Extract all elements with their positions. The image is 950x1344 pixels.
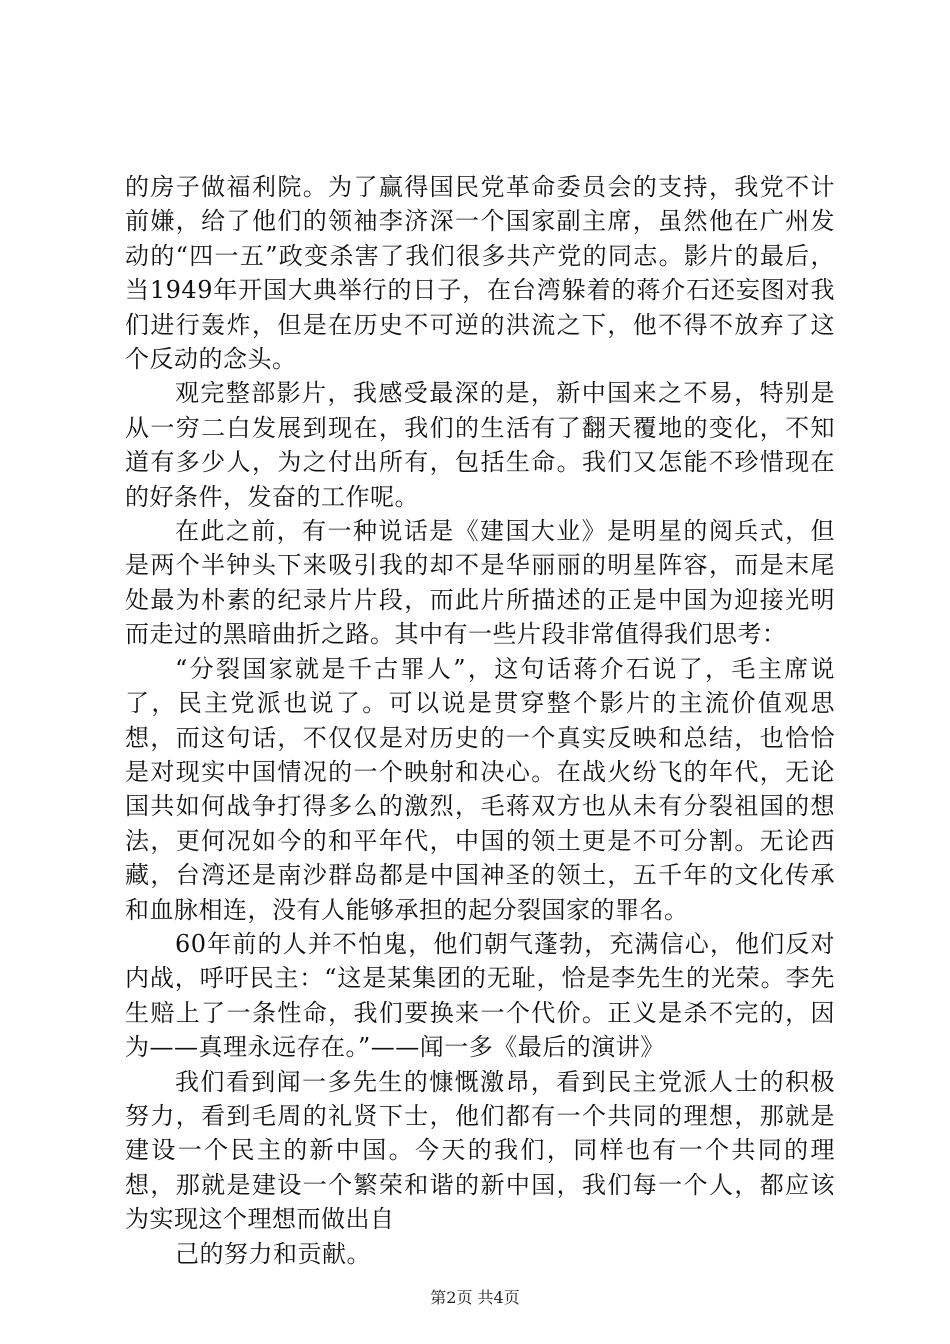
document-body (125, 170, 835, 1271)
page-footer: 第2页 共4页 (430, 1288, 520, 1307)
paragraph-4: “分裂国家就是千古罪人”，这句话蒋介石说了，毛主席说了，民主党派也说了。可以说是贯穿整个影片的主流价值观思想，而这句话，不仅仅是对历史的一个真实反映和总结，也恰恰是对现实中国情况的一个映射和决心。在战火纷飞的年代，无论国共如何战争打得多么的激烈，毛蒋双方也从未有分裂祖国的想法，更何况如今的和平年代，中国的领土更是不可分割。无论西藏，台湾还是南沙群岛都是中国神圣的领土，五千年的文化传承和血脉相连，没有人能够承担的起分裂国家的罪名。 (125, 654, 835, 924)
paragraph-6: 我们看到闻一多先生的慷慨激昂，看到民主党派人士的积极努力，看到毛周的礼贤下士，他们都有一个共同的理想，那就是建设一个民主的新中国。今天的我们，同样也有一个共同的理想，那就是建设一个繁荣和谐的新中国，我们每一个人，都应该为实现这个理想而做出自 (125, 1067, 835, 1234)
paragraph-5: 60年前的人并不怕鬼，他们朝气蓬勃，充满信心，他们反对内战，呼吁民主：“这是某集团的无耻，恰是李先生的光荣。李先生赔上了一条性命，我们要换来一个代价。正义是杀不完的，因为——真理永远存在。”——闻一多《最后的演讲》 (125, 929, 835, 1062)
paragraph-1: 的房子做福利院。为了赢得国民党革命委员会的支持，我党不计前嫌，给了他们的领袖李济深一个国家副主席，虽然他在广州发动的“四一五”政变杀害了我们很多共产党的同志。影片的最后，当1949年开国大典举行的日子，在台湾躲着的蒋介石还妄图对我们进行轰炸，但是在历史不可逆的洪流之下，他不得不放弃了这个反动的念头。 (125, 173, 835, 374)
paragraph-3: 在此之前，有一种说话是《建国大业》是明星的阅兵式，但是两个半钟头下来吸引我的却不是华丽丽的明星阵容，而是末尾处最为朴素的纪录片片段，而此片所描述的正是中国为迎接光明而走过的黑暗曲折之路。其中有一些片段非常值得我们思考： (125, 517, 835, 649)
paragraph-7: 己的努力和贡献。 (175, 1239, 371, 1268)
paragraph-2: 观完整部影片，我感受最深的是，新中国来之不易，特别是从一穷二白发展到现在，我们的生活有了翻天覆地的变化，不知道有多少人，为之付出所有，包括生命。我们又怎能不珍惜现在的好条件，发奋的工作呢。 (125, 379, 835, 511)
